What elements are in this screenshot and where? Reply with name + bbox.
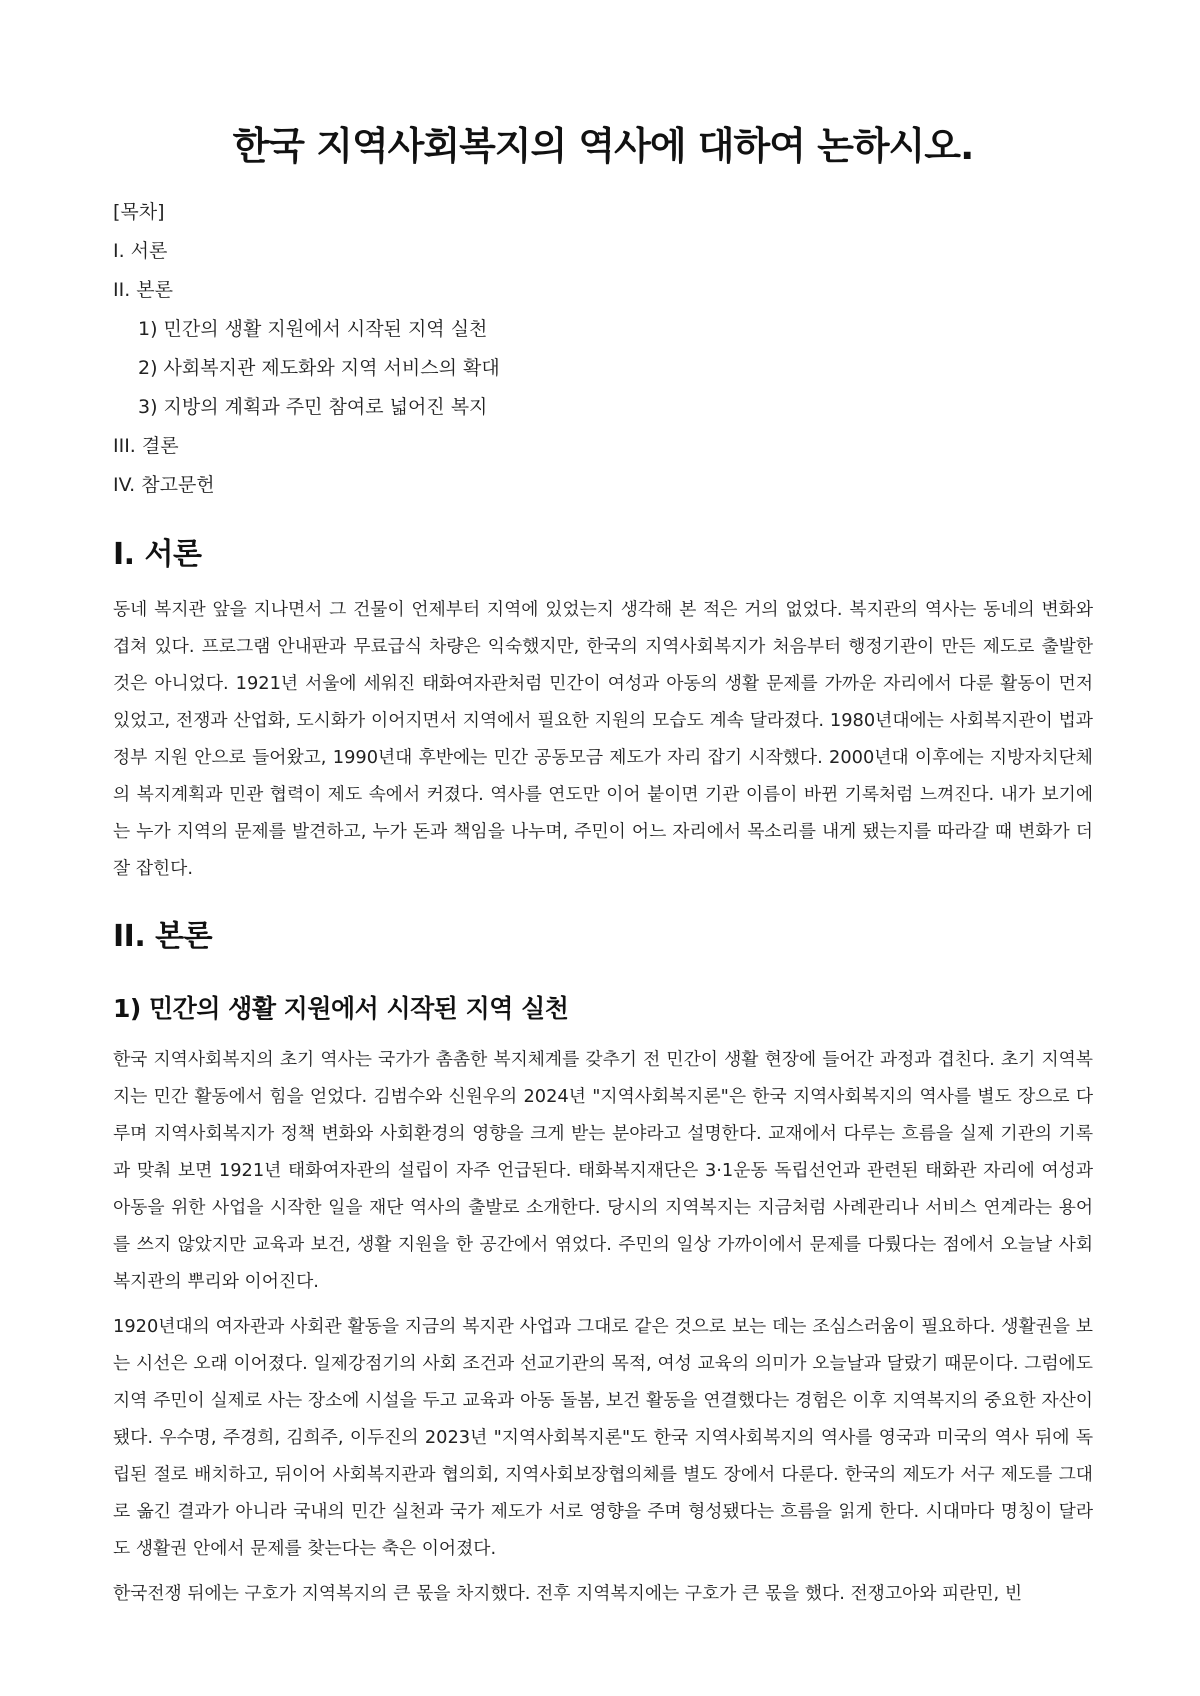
toc-item-body-1: 1) 민간의 생활 지원에서 시작된 지역 실천 <box>138 318 488 340</box>
subsection-heading-1: 1) 민간의 생활 지원에서 시작된 지역 실천 <box>113 994 569 1023</box>
table-of-contents <box>113 193 1093 505</box>
body-paragraph: 한국 지역사회복지의 초기 역사는 국가가 촘촘한 복지체계를 갖추기 전 민간이 생활 현장에 들어간 과정과 겹친다. 초기 지역복지는 민간 활동에서 힘을 얻었다. 김범수와 신원우의 2024년 "지역사회복지론"은 한국 지역사회복지의 역사를 별도 장으로 다루며 지역사회복지가 정책 변화와 사회환경의 영향을 크게 받는 분야라고 설명한다. 교재에서 다루는 흐름을 실제 기관의 기록과 맞춰 보면 1921년 태화여자관의 설립이 자주 언급된다. 태화복지재단은 3·1운동 독립선언과 관련된 태화관 자리에 여성과 아동을 위한 사업을 시작한 일을 재단 역사의 출발로 소개한다. 당시의 지역복지는 지금처럼 사례관리나 서비스 연계라는 용어를 쓰지 않았지만 교육과 보건, 생활 지원을 한 공간에서 엮었다. 주민의 일상 가까이에서 문제를 다뤘다는 점에서 오늘날 사회복지관의 뿌리와 이어진다. <box>113 1049 1093 1292</box>
toc-item-conclusion: III. 결론 <box>113 435 179 457</box>
section-heading-intro: I. 서론 <box>113 537 202 572</box>
toc-item-intro: I. 서론 <box>113 240 168 262</box>
body-paragraph: 한국전쟁 뒤에는 구호가 지역복지의 큰 몫을 차지했다. 전후 지역복지에는 구호가 큰 몫을 했다. 전쟁고아와 피란민, 빈 <box>113 1583 1023 1604</box>
toc-item-body-3: 3) 지방의 계획과 주민 참여로 넓어진 복지 <box>138 396 488 418</box>
body-paragraph: 1920년대의 여자관과 사회관 활동을 지금의 복지관 사업과 그대로 같은 것으로 보는 데는 조심스러움이 필요하다. 생활권을 보는 시선은 오래 이어졌다. 일제강점기의 사회 조건과 선교기관의 목적, 여성 교육의 의미가 오늘날과 달랐기 때문이다. 그럼에도 지역 주민이 실제로 사는 장소에 시설을 두고 교육과 아동 돌봄, 보건 활동을 연결했다는 경험은 이후 지역복지의 중요한 자산이 됐다. 우수명, 주경희, 김희주, 이두진의 2023년 "지역사회복지론"도 한국 지역사회복지의 역사를 영국과 미국의 역사 뒤에 독립된 절로 배치하고, 뒤이어 사회복지관과 협의회, 지역사회보장협의체를 별도 장에서 다룬다. 한국의 제도가 서구 제도를 그대로 옮긴 결과가 아니라 국내의 민간 실천과 국가 제도가 서로 영향을 주며 형성됐다는 흐름을 읽게 한다. 시대마다 명칭이 달라도 생활권 안에서 문제를 찾는다는 축은 이어졌다. <box>113 1316 1093 1559</box>
toc-item-body-2: 2) 사회복지관 제도화와 지역 서비스의 확대 <box>138 357 500 379</box>
toc-heading: [목차] <box>113 201 165 223</box>
toc-item-references: IV. 참고문헌 <box>113 474 215 496</box>
section-heading-body: II. 본론 <box>113 919 213 954</box>
document-title: 한국 지역사회복지의 역사에 대하여 논하시오. <box>232 124 974 168</box>
toc-item-body: II. 본론 <box>113 279 173 301</box>
intro-paragraph: 동네 복지관 앞을 지나면서 그 건물이 언제부터 지역에 있었는지 생각해 본 적은 거의 없었다. 복지관의 역사는 동네의 변화와 겹쳐 있다. 프로그램 안내판과 무료급식 차량은 익숙했지만, 한국의 지역사회복지가 처음부터 행정기관이 만든 제도로 출발한 것은 아니었다. 1921년 서울에 세워진 태화여자관처럼 민간이 여성과 아동의 생활 문제를 가까운 자리에서 다룬 활동이 먼저 있었고, 전쟁과 산업화, 도시화가 이어지면서 지역에서 필요한 지원의 모습도 계속 달라졌다. 1980년대에는 사회복지관이 법과 정부 지원 안으로 들어왔고, 1990년대 후반에는 민간 공동모금 제도가 자리 잡기 시작했다. 2000년대 이후에는 지방자치단체의 복지계획과 민관 협력이 제도 속에서 커졌다. 역사를 연도만 이어 붙이면 기관 이름이 바뀐 기록처럼 느껴진다. 내가 보기에는 누가 지역의 문제를 발견하고, 누가 돈과 책임을 나누며, 주민이 어느 자리에서 목소리를 내게 됐는지를 따라갈 때 변화가 더 잘 잡힌다. <box>113 599 1093 879</box>
